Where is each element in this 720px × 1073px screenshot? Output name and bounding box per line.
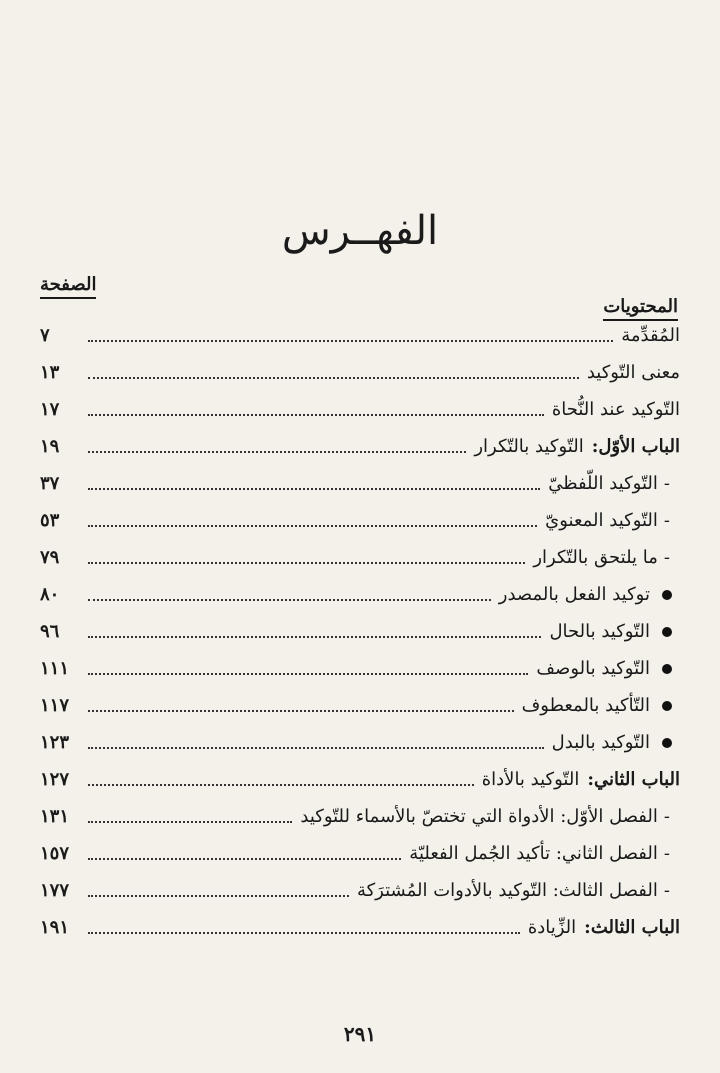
bullet-icon — [662, 738, 672, 748]
toc-entry-label-group — [522, 695, 680, 717]
toc-entry-page: ١٧ — [40, 399, 60, 420]
dot-leader — [88, 710, 514, 712]
toc-entry-label-group — [533, 547, 680, 569]
toc-entry-page: ٧ — [40, 325, 50, 346]
toc-entry-label-group — [528, 917, 680, 939]
dot-leader — [88, 340, 613, 342]
toc-entry — [40, 908, 680, 945]
toc-entry-title: التّوكيد بالأداة — [481, 769, 580, 790]
toc-entry — [40, 316, 680, 353]
bullet-icon — [662, 701, 672, 711]
toc-entry-title: الفصل الأوّل: الأدواة التي تختصّ بالأسماء للتّوكيد — [300, 806, 658, 827]
dot-leader — [88, 895, 349, 897]
dash-marker: - — [663, 843, 670, 864]
toc-entry — [40, 612, 680, 649]
dot-leader — [88, 932, 520, 934]
toc-entry-page: ٩٦ — [40, 621, 60, 642]
dot-leader — [88, 377, 579, 379]
dash-marker: - — [663, 806, 670, 827]
dash-marker: - — [663, 880, 670, 901]
toc-list — [40, 316, 680, 945]
contents-column-header: المحتويات — [603, 296, 678, 321]
toc-entry-label-group — [552, 732, 680, 754]
toc-entry — [40, 686, 680, 723]
toc-entry-label-group — [552, 399, 680, 421]
toc-entry-page: ١٩ — [40, 436, 60, 457]
toc-entry-title: توكيد الفعل بالمصدر — [498, 584, 650, 605]
toc-entry-part-label: الباب الثاني: — [587, 769, 680, 790]
toc-entry — [40, 834, 680, 871]
toc-entry-label-group — [545, 510, 680, 532]
toc-entry-title: التّوكيد بالحال — [549, 621, 650, 642]
dot-leader — [88, 451, 466, 453]
toc-entry-label-group — [621, 325, 680, 347]
toc-entry-page: ١٣ — [40, 362, 60, 383]
toc-entry-title: الفصل الثالث: التّوكيد بالأدوات المُشترَكة — [356, 880, 658, 901]
toc-entry-label-group — [548, 473, 680, 495]
dot-leader — [88, 599, 491, 601]
toc-entry-title: التّأكيد بالمعطوف — [521, 695, 650, 716]
toc-entry-label-group — [474, 436, 680, 458]
toc-entry-page: ١٢٣ — [40, 732, 70, 753]
dot-leader — [88, 414, 544, 416]
toc-entry — [40, 575, 680, 612]
toc-entry-page: ١٢٧ — [40, 769, 70, 790]
bullet-icon — [662, 590, 672, 600]
dot-leader — [88, 858, 401, 860]
toc-entry-label-group — [300, 806, 680, 828]
dot-leader — [88, 747, 544, 749]
toc-entry — [40, 760, 680, 797]
dash-marker: - — [663, 510, 670, 531]
toc-entry-label-group — [482, 769, 680, 791]
dash-marker: - — [663, 547, 670, 568]
toc-entry — [40, 353, 680, 390]
toc-entry-title: التّوكيد بالتّكرار — [474, 436, 584, 457]
toc-entry-part-label: الباب الأوّل: — [591, 436, 680, 457]
dot-leader — [88, 562, 525, 564]
toc-entry-page: ١٧٧ — [40, 880, 70, 901]
toc-entry-page: ٣٧ — [40, 473, 60, 494]
toc-entry-title: ما يلتحق بالتّكرار — [533, 547, 658, 568]
toc-entry-title: المُقدِّمة — [621, 325, 680, 346]
toc-entry — [40, 464, 680, 501]
toc-entry — [40, 723, 680, 760]
toc-entry — [40, 797, 680, 834]
dot-leader — [88, 636, 541, 638]
bullet-icon — [662, 664, 672, 674]
toc-entry-label-group — [499, 584, 680, 606]
toc-entry-page: ١٥٧ — [40, 843, 70, 864]
bullet-icon — [662, 627, 672, 637]
toc-entry-title: الفصل الثاني: تأكيد الجُمل الفعليّة — [409, 843, 658, 864]
toc-entry-label-group — [549, 621, 680, 643]
dot-leader — [88, 673, 528, 675]
toc-entry-title: التّوكيد عند النُّحاة — [551, 399, 680, 420]
toc-entry — [40, 871, 680, 908]
toc-entry-title: التّوكيد اللّفظيّ — [548, 473, 658, 494]
toc-entry-title: التّوكيد المعنويّ — [545, 510, 658, 531]
dash-marker: - — [663, 473, 670, 494]
dot-leader — [88, 525, 537, 527]
toc-entry — [40, 390, 680, 427]
toc-entry-page: ٥٣ — [40, 510, 60, 531]
toc-entry-page: ٧٩ — [40, 547, 60, 568]
toc-entry — [40, 649, 680, 686]
toc-entry — [40, 538, 680, 575]
toc-entry-label-group — [409, 843, 680, 865]
dot-leader — [88, 488, 540, 490]
toc-entry — [40, 501, 680, 538]
toc-entry-label-group — [587, 362, 680, 384]
toc-entry-title: معنى التّوكيد — [586, 362, 680, 383]
toc-entry-page: ٨٠ — [40, 584, 60, 605]
toc-entry-page: ١١٧ — [40, 695, 70, 716]
toc-entry-page: ١٣١ — [40, 806, 70, 827]
toc-entry-part-label: الباب الثالث: — [584, 917, 680, 938]
toc-entry-label-group — [536, 658, 680, 680]
toc-entry-title: الزِّيادة — [527, 917, 577, 938]
dot-leader — [88, 784, 474, 786]
toc-entry — [40, 427, 680, 464]
page-title: الفهــرس — [281, 208, 439, 254]
toc-entry-page: ١١١ — [40, 658, 70, 679]
toc-entry-label-group — [357, 880, 680, 902]
page-column-header: الصفحة — [40, 274, 96, 299]
toc-entry-page: ١٩١ — [40, 917, 70, 938]
toc-entry-title: التّوكيد بالبدل — [551, 732, 650, 753]
page-number: ٢٩١ — [343, 1022, 377, 1046]
dot-leader — [88, 821, 292, 823]
toc-entry-title: التّوكيد بالوصف — [536, 658, 650, 679]
